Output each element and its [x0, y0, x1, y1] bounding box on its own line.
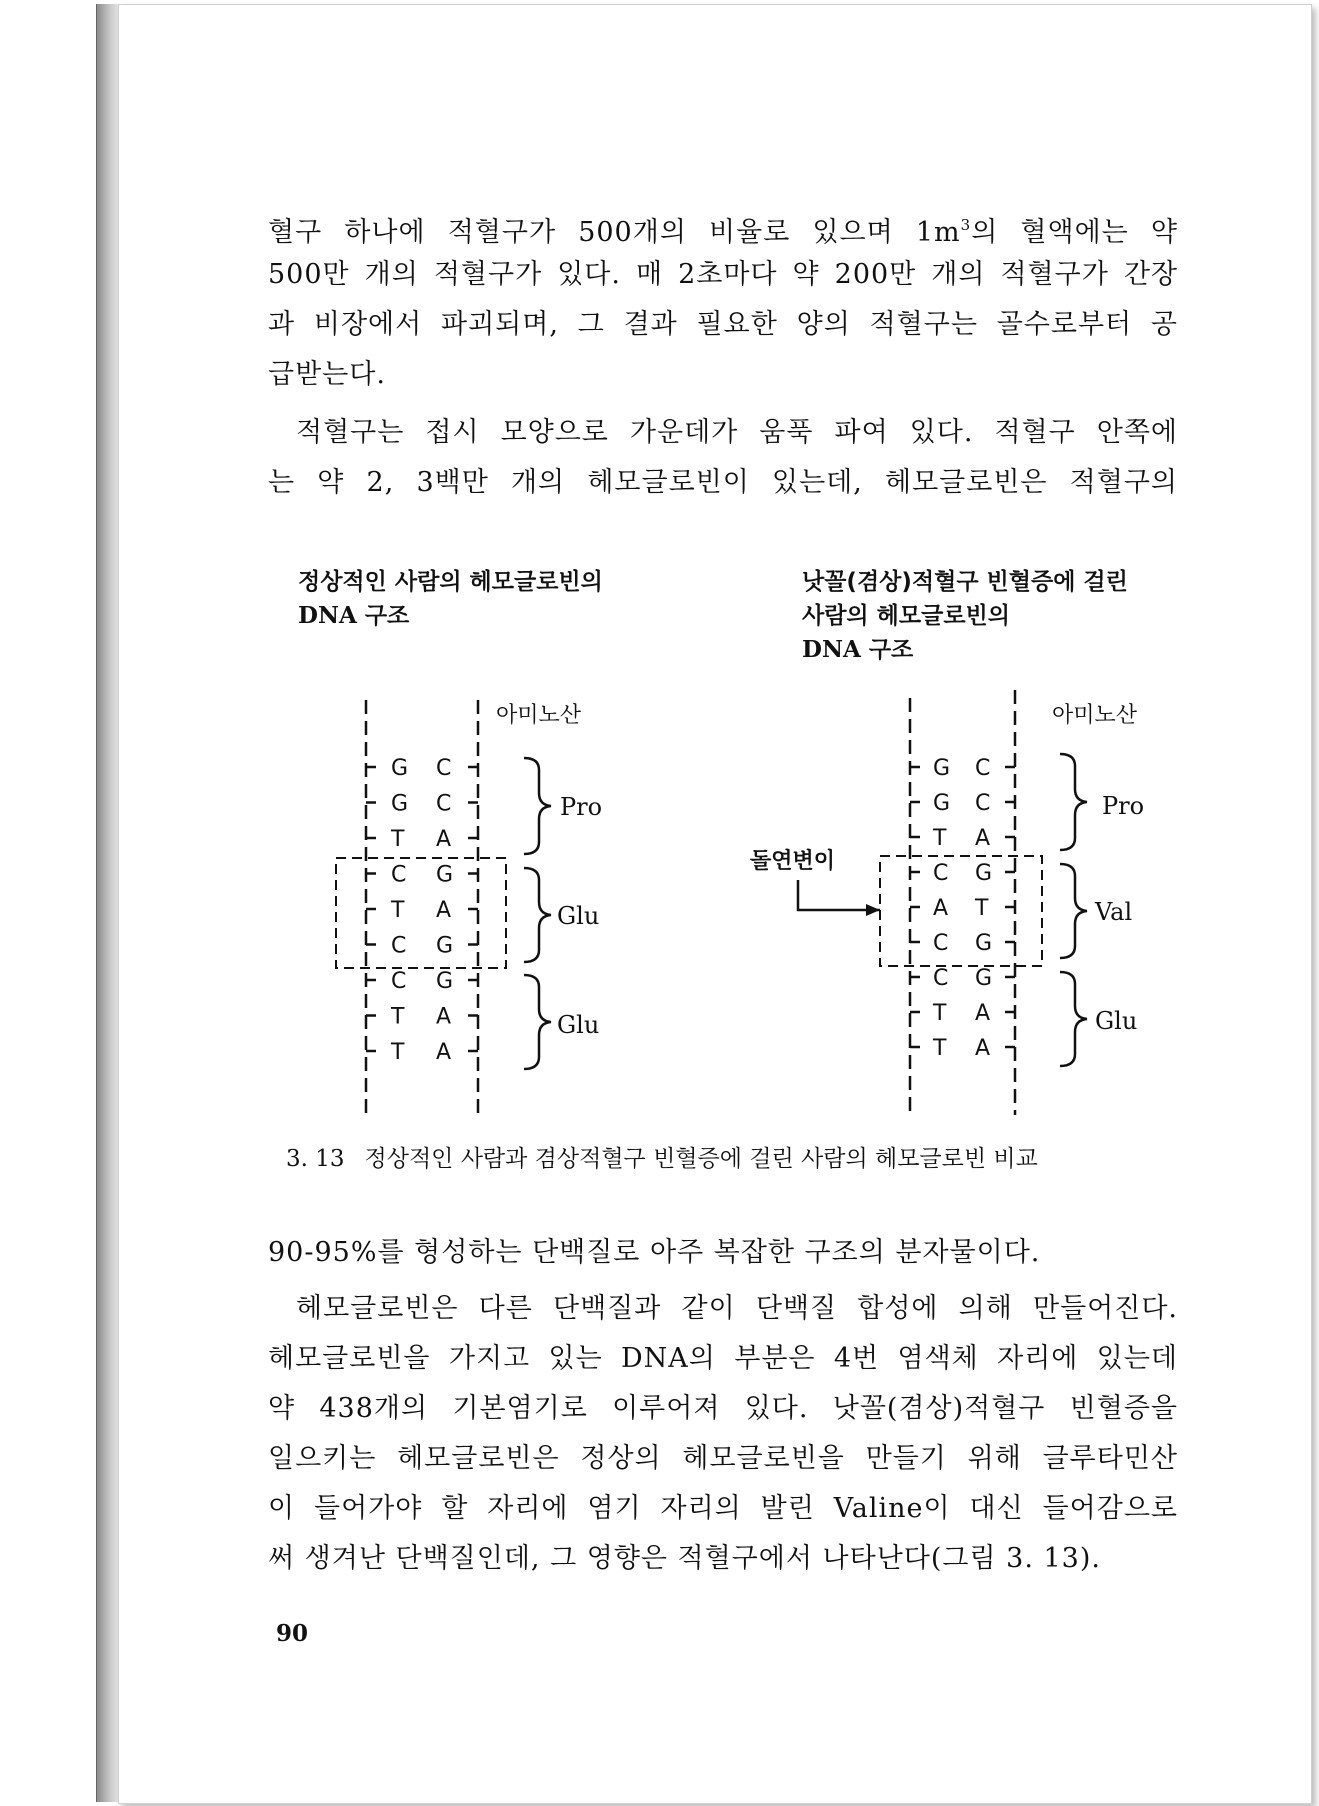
- right-base-complement: C: [975, 791, 991, 816]
- left-base-complement: G: [436, 862, 454, 888]
- paragraph-line: 헤모글로빈을 가지고 있는 DNA의 부분은 4번 염색체 자리에 있는데: [268, 1343, 1178, 1374]
- left-figure-title: 정상적인 사람의 헤모글로빈의 DNA 구조: [298, 569, 603, 629]
- left-brace-2: [524, 868, 551, 962]
- right-base: T: [933, 1001, 947, 1026]
- left-amino-acid-header: 아미노산: [496, 703, 582, 728]
- right-mutation-box: [880, 856, 1042, 966]
- paragraph-line: 500만 개의 적혈구가 있다. 매 2초마다 약 200만 개의 적혈구가 간장: [268, 259, 1178, 290]
- left-base: T: [391, 1040, 405, 1065]
- right-figure-title: 낫꼴(겸상)적혈구 빈혈증에 걸린 사람의 헤모글로빈의 DNA 구조: [802, 569, 1128, 663]
- left-base-complement: C: [436, 756, 452, 781]
- left-base-complement: G: [436, 969, 454, 994]
- left-base: T: [391, 827, 405, 852]
- left-amino-acid-2: Glu: [557, 902, 600, 930]
- right-brace-3: [1060, 972, 1087, 1066]
- right-base: T: [933, 826, 947, 851]
- paragraph-line: 써 생겨난 단백질인데, 그 영향은 적혈구에서 나타난다(그림 3. 13).: [268, 1543, 1101, 1574]
- right-base: C: [933, 861, 949, 886]
- left-base: C: [391, 969, 407, 994]
- left-base-complement: C: [436, 791, 452, 817]
- right-base-complement: G: [975, 931, 993, 956]
- right-base: A: [933, 896, 949, 921]
- right-base: T: [933, 1036, 947, 1061]
- left-base-complement: G: [436, 933, 454, 959]
- right-base: C: [933, 931, 949, 956]
- left-base: T: [391, 1004, 405, 1030]
- right-base-complement: T: [975, 896, 989, 921]
- right-base-complement: A: [975, 826, 991, 851]
- right-amino-acid-1: Pro: [1102, 792, 1145, 820]
- right-amino-acid-header: 아미노산: [1052, 703, 1138, 728]
- mutation-label: 돌연변이: [750, 849, 836, 874]
- paragraph-line: 는 약 2, 3백만 개의 헤모글로빈이 있는데, 헤모글로빈은 적혈구의: [268, 467, 1178, 498]
- right-amino-acid-3: Glu: [1095, 1007, 1138, 1035]
- paragraph-line: 적혈구는 접시 모양으로 가운데가 움푹 파여 있다. 적혈구 안쪽에: [296, 417, 1178, 448]
- left-base-complement: A: [436, 1040, 452, 1065]
- right-base: G: [933, 791, 951, 816]
- paragraph-line: 이 들어가야 할 자리에 염기 자리의 발린 Valine이 대신 들어감으로: [268, 1493, 1178, 1524]
- figure-caption: 3. 13 정상적인 사람과 겸상적혈구 빈혈증에 걸린 사람의 헤모글로빈 비교: [286, 1146, 1038, 1172]
- mutation-arrow-head: [866, 904, 880, 916]
- right-base-complement: A: [975, 1001, 991, 1026]
- right-amino-acid-2: Val: [1095, 898, 1133, 926]
- left-base: C: [391, 862, 407, 888]
- paragraph-line: 90-95%를 형성하는 단백질로 아주 복잡한 구조의 분자물이다.: [268, 1237, 1041, 1268]
- left-base: T: [391, 898, 405, 923]
- paragraph-line: 급받는다.: [268, 359, 386, 390]
- left-base-complement: A: [436, 898, 452, 923]
- left-base: G: [391, 756, 409, 781]
- left-base-complement: A: [436, 1004, 452, 1030]
- left-base: C: [391, 933, 407, 959]
- right-base: C: [933, 966, 949, 991]
- paragraph-line: 헤모글로빈은 다른 단백질과 같이 단백질 합성에 의해 만들어진다.: [296, 1293, 1178, 1324]
- left-brace-1: [524, 758, 551, 854]
- paragraph-line: 약 438개의 기본염기로 이루어져 있다. 낫꼴(겸상)적혈구 빈혈증을: [268, 1393, 1178, 1424]
- right-base: G: [933, 756, 951, 781]
- left-mutation-box: [336, 858, 506, 968]
- left-amino-acid-3: Glu: [557, 1011, 600, 1039]
- left-amino-acid-1: Pro: [560, 793, 603, 821]
- right-base-complement: G: [975, 966, 993, 991]
- left-brace-3: [524, 975, 551, 1069]
- right-base-complement: G: [975, 861, 993, 886]
- paragraph-line: 과 비장에서 파괴되며, 그 결과 필요한 양의 적혈구는 골수로부터 공: [268, 309, 1178, 340]
- left-base-complement: A: [436, 827, 452, 852]
- right-base-complement: A: [975, 1036, 991, 1061]
- paragraph-line: 혈구 하나에 적혈구가 500개의 비율로 있으며 $1m^3$의 혈액에는 약: [268, 216, 1178, 248]
- left-base: G: [391, 791, 409, 817]
- paragraph-line: 일으키는 헤모글로빈은 정상의 헤모글로빈을 만들기 위해 글루타민산: [268, 1443, 1178, 1474]
- right-base-complement: C: [975, 756, 991, 781]
- page-number: 90: [276, 1620, 309, 1647]
- right-brace-1: [1060, 754, 1087, 850]
- right-brace-2: [1060, 864, 1087, 958]
